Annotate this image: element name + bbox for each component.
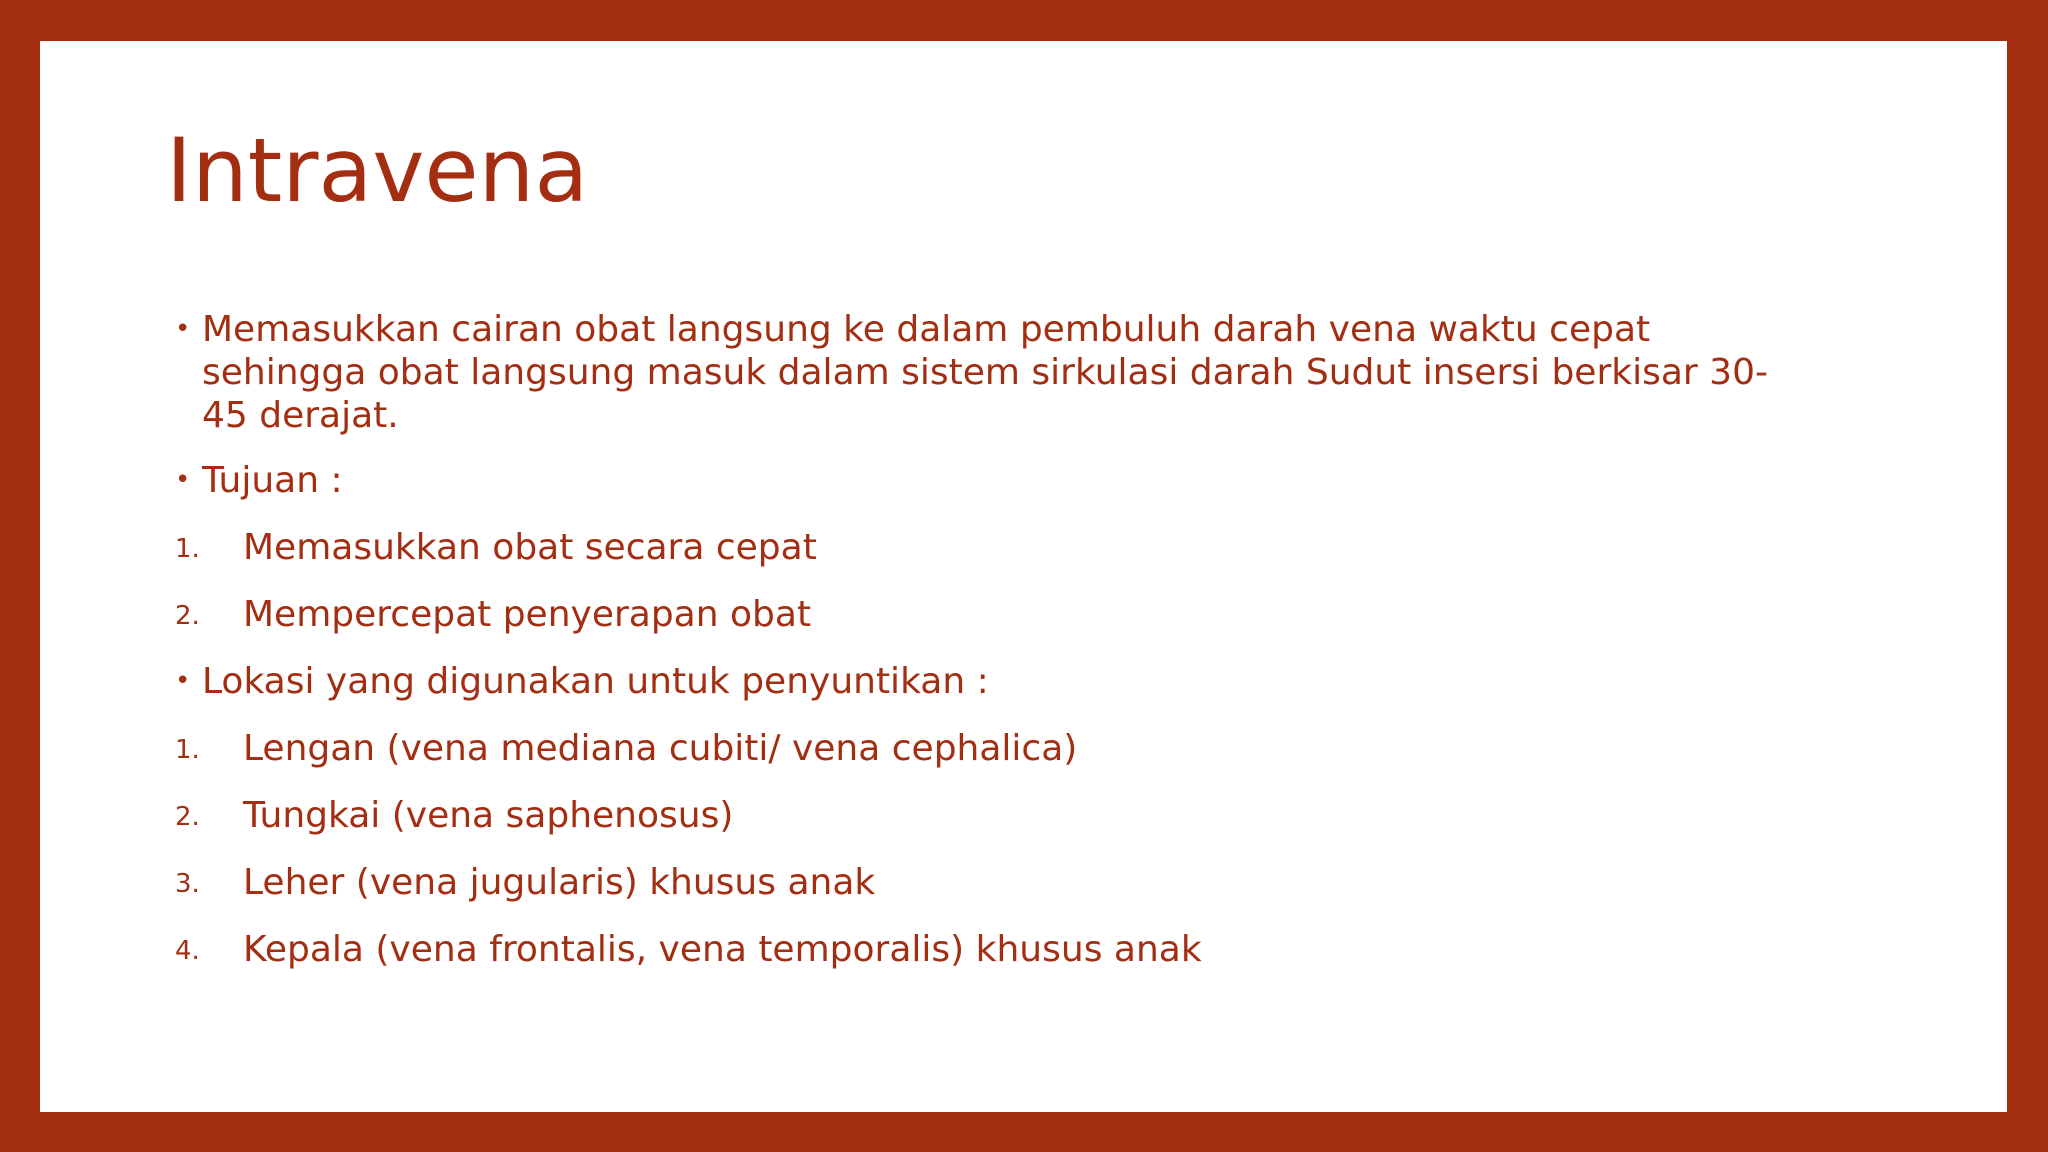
list-number: 4. [175,936,200,966]
list-text: Tungkai (vena saphenosus) [243,795,734,836]
bullet-text: Tujuan : [202,460,343,501]
list-item-lokasi-3 [175,861,1855,904]
list-item-lokasi-1 [175,727,1855,770]
bullet-marker: • [175,666,191,696]
list-text: Memasukkan obat secara cepat [243,527,817,568]
list-text: Leher (vena jugularis) khusus anak [243,862,876,903]
list-item-lokasi-2 [175,794,1855,837]
list-text: Mempercepat penyerapan obat [243,594,812,635]
list-text: Lengan (vena mediana cubiti/ vena cephalica) [243,728,1078,769]
slide-title: Intravena [166,119,589,222]
bullet-marker: • [175,314,191,344]
list-item-tujuan-1 [175,526,1855,569]
bullet-item-tujuan [175,459,1855,502]
list-text: Kepala (vena frontalis, vena temporalis) khusus anak [243,929,1202,970]
bullet-marker: • [175,465,191,495]
list-number: 2. [175,802,200,832]
bullet-text: Memasukkan cairan obat langsung ke dalam pembuluh darah vena waktu cepat sehingga obat langsung masuk dalam sistem sirkulasi darah Sudut insersi berkisar 30-45 derajat. [202,309,1768,436]
list-number: 1. [175,534,200,564]
bullet-item-definition [175,308,1855,437]
bullet-text: Lokasi yang digunakan untuk penyuntikan : [202,661,989,702]
bullet-item-lokasi [175,660,1855,703]
list-number: 2. [175,601,200,631]
list-item-tujuan-2 [175,593,1855,636]
slide-body [175,308,1855,971]
list-number: 3. [175,869,200,899]
list-number: 1. [175,735,200,765]
list-item-lokasi-4 [175,928,1855,971]
